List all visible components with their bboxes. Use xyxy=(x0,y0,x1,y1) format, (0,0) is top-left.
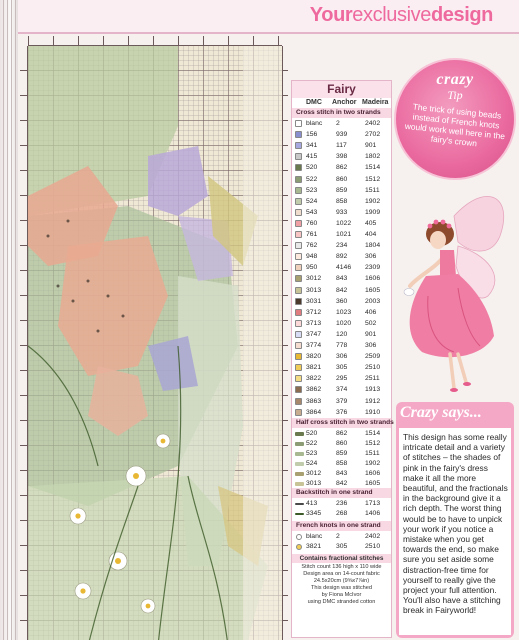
thread-dmc: 3713 xyxy=(306,319,322,327)
cross-stitch-row xyxy=(292,252,391,262)
thread-dmc: 948 xyxy=(306,253,318,261)
cross-stitch-row xyxy=(292,175,391,185)
thread-madeira: 1713 xyxy=(365,500,381,507)
thread-madeira: 2702 xyxy=(365,131,381,139)
thread-madeira: 901 xyxy=(365,330,377,338)
thread-madeira: 306 xyxy=(365,342,377,349)
cross-stitch-row xyxy=(292,119,391,129)
key-title: Fairy xyxy=(292,81,391,98)
thread-madeira: 1909 xyxy=(365,208,381,216)
cross-stitch-row xyxy=(292,319,391,329)
half-cross-row xyxy=(292,439,391,449)
thread-anchor: 2 xyxy=(336,533,340,540)
thread-dmc: 762 xyxy=(306,242,318,250)
thread-madeira: 1802 xyxy=(365,153,381,161)
thread-dmc: 3031 xyxy=(306,297,322,305)
thread-swatch-icon xyxy=(295,353,302,360)
thread-anchor: 892 xyxy=(336,253,348,261)
thread-swatch-icon xyxy=(295,209,302,216)
thread-swatch-icon xyxy=(295,452,304,456)
thread-anchor: 305 xyxy=(336,364,348,372)
thread-anchor: 842 xyxy=(336,480,348,487)
thread-swatch-icon xyxy=(295,320,302,327)
crazy-tip-badge xyxy=(394,58,516,180)
thread-swatch-icon xyxy=(295,264,302,271)
thread-madeira: 2402 xyxy=(365,120,381,127)
thread-dmc: 522 xyxy=(306,440,318,447)
crazy-says-body: This design has some really intricate detail and a variety of stitches – the shades of pink in the fairy's dress make it all the more beautiful, and the fractionals in the background give it a rich depth. The worst thing would be to have to unpick your work if you notice a mistake when you get towards the end, so make sure you set aside some distraction-free time for yourself to really give the project your full attention. You'll also have a stitching break in Fairyworld! xyxy=(399,428,511,635)
thread-anchor: 858 xyxy=(336,197,348,205)
thread-dmc: 341 xyxy=(306,142,318,150)
section-fractional: Contains fractional stitches xyxy=(292,554,391,563)
col-madeira: Madeira xyxy=(362,99,389,106)
cross-stitch-row xyxy=(292,341,391,351)
half-cross-row xyxy=(292,449,391,459)
thread-swatch-icon xyxy=(295,287,302,294)
thread-swatch-icon xyxy=(295,442,304,446)
thread-dmc: 413 xyxy=(306,500,318,507)
thread-anchor: 1021 xyxy=(336,231,352,238)
thread-anchor: 234 xyxy=(336,242,348,250)
thread-dmc: 3013 xyxy=(306,286,322,294)
cross-stitch-row xyxy=(292,286,391,296)
chart-motif xyxy=(28,46,282,640)
thread-swatch-icon xyxy=(295,432,304,436)
thread-dmc: 3012 xyxy=(306,275,322,283)
thread-swatch-icon xyxy=(295,375,302,382)
chart-ruler-right xyxy=(282,46,288,640)
page-binding xyxy=(0,0,18,640)
cross-stitch-row xyxy=(292,408,391,418)
cross-stitch-row xyxy=(292,330,391,340)
thread-swatch-icon xyxy=(295,342,302,349)
page-title: Yourexclusivedesign xyxy=(309,4,493,26)
cross-stitch-row xyxy=(292,130,391,140)
half-cross-row xyxy=(292,459,391,469)
thread-madeira: 1512 xyxy=(365,440,381,447)
thread-dmc: blanc xyxy=(306,120,323,127)
thread-anchor: 860 xyxy=(336,440,348,447)
thread-madeira: 1514 xyxy=(365,430,381,437)
thread-madeira: 405 xyxy=(365,219,377,227)
thread-madeira: 1406 xyxy=(365,510,381,517)
thread-dmc: 524 xyxy=(306,197,318,205)
thread-dmc: 3864 xyxy=(306,408,322,416)
thread-anchor: 843 xyxy=(336,470,348,477)
french-knot-row xyxy=(292,532,391,542)
thread-madeira: 306 xyxy=(365,253,377,261)
thread-swatch-icon xyxy=(295,198,302,205)
key-note-line: Stitch count 136 high x 110 wide xyxy=(301,564,382,570)
thread-swatch-icon xyxy=(295,176,302,183)
page-header xyxy=(18,0,519,34)
thread-anchor: 295 xyxy=(336,375,348,383)
thread-anchor: 939 xyxy=(336,131,348,139)
thread-dmc: 3345 xyxy=(306,510,322,517)
thread-swatch-icon xyxy=(295,513,304,515)
cross-stitch-row xyxy=(292,197,391,207)
thread-swatch-icon xyxy=(295,331,302,338)
cross-stitch-row xyxy=(292,219,391,229)
thread-swatch-icon xyxy=(295,472,304,476)
thread-madeira: 2510 xyxy=(365,543,381,550)
key-note-line: Design area on 14-count fabric xyxy=(303,571,380,577)
thread-dmc: 3863 xyxy=(306,397,322,405)
chart-ruler-top xyxy=(28,36,282,46)
cross-stitch-row xyxy=(292,297,391,307)
crazy-says-heading: Crazy says... xyxy=(400,404,482,421)
thread-swatch-icon xyxy=(295,142,302,149)
cross-stitch-row xyxy=(292,385,391,395)
thread-anchor: 4146 xyxy=(336,264,352,272)
thread-swatch-icon xyxy=(295,298,302,305)
thread-madeira: 1910 xyxy=(365,408,381,416)
thread-madeira: 502 xyxy=(365,319,377,327)
thread-anchor: 1022 xyxy=(336,219,352,227)
thread-anchor: 860 xyxy=(336,175,348,183)
thread-anchor: 1023 xyxy=(336,308,352,316)
thread-swatch-icon xyxy=(295,164,302,171)
thread-swatch-icon xyxy=(296,534,302,540)
thread-dmc: 543 xyxy=(306,208,318,216)
cross-stitch-row xyxy=(292,263,391,273)
thread-dmc: 523 xyxy=(306,450,318,457)
thread-anchor: 858 xyxy=(336,460,348,467)
thread-swatch-icon xyxy=(295,187,302,194)
cross-stitch-row xyxy=(292,208,391,218)
half-cross-row xyxy=(292,469,391,479)
thread-dmc: 3774 xyxy=(306,342,322,349)
section-cross-stitch: Cross stitch in two strands xyxy=(292,108,391,118)
thread-dmc: 761 xyxy=(306,231,318,238)
thread-dmc: 415 xyxy=(306,153,318,161)
thread-dmc: 520 xyxy=(306,430,318,437)
thread-swatch-icon xyxy=(295,275,302,282)
section-french-knots: French knots in one strand xyxy=(292,521,391,531)
thread-dmc: 522 xyxy=(306,175,318,183)
thread-dmc: 3821 xyxy=(306,543,322,550)
tip-label-crazy: crazy xyxy=(436,71,474,88)
thread-key-panel xyxy=(291,80,392,638)
crazy-says-box xyxy=(396,402,514,638)
thread-madeira: 2003 xyxy=(365,297,381,305)
cross-stitch-row xyxy=(292,308,391,318)
key-note-line: by Fiona McIvor xyxy=(321,592,362,598)
thread-dmc: 3821 xyxy=(306,364,322,372)
section-half-cross: Half cross stitch in two strands xyxy=(292,418,391,428)
thread-dmc: 523 xyxy=(306,186,318,194)
french-knot-row xyxy=(292,542,391,552)
thread-dmc: 520 xyxy=(306,164,318,172)
key-note-line: This design was stitched xyxy=(311,585,372,591)
thread-dmc: 760 xyxy=(306,219,318,227)
thread-dmc: 3747 xyxy=(306,330,322,338)
thread-swatch-icon xyxy=(295,386,302,393)
thread-anchor: 862 xyxy=(336,430,348,437)
thread-anchor: 859 xyxy=(336,186,348,194)
thread-anchor: 117 xyxy=(336,142,347,150)
thread-swatch-icon xyxy=(295,503,304,505)
thread-swatch-icon xyxy=(296,544,302,550)
thread-dmc: 3012 xyxy=(306,470,322,477)
thread-madeira: 1913 xyxy=(365,386,381,394)
thread-anchor: 236 xyxy=(336,500,348,507)
thread-dmc: 156 xyxy=(306,131,318,139)
thread-anchor: 376 xyxy=(336,408,348,416)
thread-madeira: 2402 xyxy=(365,533,381,540)
thread-anchor: 862 xyxy=(336,164,348,172)
thread-anchor: 305 xyxy=(336,543,348,550)
thread-swatch-icon xyxy=(295,253,302,260)
thread-madeira: 1511 xyxy=(365,450,380,457)
cross-stitch-row xyxy=(292,163,391,173)
cross-stitch-chart xyxy=(28,46,282,640)
thread-anchor: 843 xyxy=(336,275,348,283)
thread-anchor: 778 xyxy=(336,342,348,349)
thread-dmc: 3822 xyxy=(306,375,322,383)
thread-madeira: 1512 xyxy=(365,175,381,183)
cross-stitch-row xyxy=(292,186,391,196)
thread-swatch-icon xyxy=(295,242,302,249)
cross-stitch-row xyxy=(292,274,391,284)
thread-swatch-icon xyxy=(295,309,302,316)
cross-stitch-row xyxy=(292,230,391,240)
thread-swatch-icon xyxy=(295,462,304,466)
col-dmc: DMC xyxy=(306,99,322,106)
backstitch-row xyxy=(292,499,391,509)
half-cross-row xyxy=(292,429,391,439)
thread-madeira: 901 xyxy=(365,142,377,150)
thread-dmc: blanc xyxy=(306,533,323,540)
thread-madeira: 1912 xyxy=(365,397,381,405)
thread-anchor: 306 xyxy=(336,353,348,361)
thread-anchor: 398 xyxy=(336,153,348,161)
thread-dmc: 524 xyxy=(306,460,318,467)
key-column-headers xyxy=(292,99,391,108)
thread-anchor: 933 xyxy=(336,208,348,216)
thread-anchor: 859 xyxy=(336,450,348,457)
backstitch-row xyxy=(292,509,391,519)
thread-madeira: 1902 xyxy=(365,460,381,467)
thread-swatch-icon xyxy=(295,131,302,138)
cross-stitch-row xyxy=(292,241,391,251)
chart-ruler-left xyxy=(20,46,28,640)
thread-madeira: 1902 xyxy=(365,197,381,205)
thread-madeira: 1605 xyxy=(365,480,381,487)
thread-anchor: 120 xyxy=(336,330,348,338)
thread-dmc: 3820 xyxy=(306,353,322,361)
tip-text: The trick of using beads instead of French knots would work well here in the fairy's crown xyxy=(404,101,506,149)
cross-stitch-row xyxy=(292,397,391,407)
thread-madeira: 404 xyxy=(365,231,377,238)
section-backstitch: Backstitch in one strand xyxy=(292,488,391,498)
thread-madeira: 2509 xyxy=(365,353,381,361)
thread-madeira: 2511 xyxy=(365,375,380,383)
thread-swatch-icon xyxy=(295,409,302,416)
thread-swatch-icon xyxy=(295,398,302,405)
fairy-illustration xyxy=(396,176,519,398)
thread-madeira: 406 xyxy=(365,308,377,316)
thread-anchor: 379 xyxy=(336,397,348,405)
thread-madeira: 2510 xyxy=(365,364,381,372)
thread-anchor: 374 xyxy=(336,386,348,394)
thread-swatch-icon xyxy=(295,220,302,227)
thread-anchor: 2 xyxy=(336,120,340,127)
thread-madeira: 1514 xyxy=(365,164,381,172)
thread-anchor: 1020 xyxy=(336,319,352,327)
thread-swatch-icon xyxy=(295,364,302,371)
thread-madeira: 1804 xyxy=(365,242,381,250)
cross-stitch-row xyxy=(292,152,391,162)
thread-swatch-icon xyxy=(295,482,304,486)
thread-swatch-icon xyxy=(295,231,302,238)
cross-stitch-row xyxy=(292,374,391,384)
thread-madeira: 1605 xyxy=(365,286,381,294)
cross-stitch-row xyxy=(292,141,391,151)
thread-madeira: 1511 xyxy=(365,186,380,194)
thread-dmc: 3712 xyxy=(306,308,322,316)
thread-madeira: 1606 xyxy=(365,470,381,477)
thread-madeira: 1606 xyxy=(365,275,381,283)
cross-stitch-row xyxy=(292,352,391,362)
tip-label-tip: Tip xyxy=(447,88,463,102)
thread-dmc: 950 xyxy=(306,264,318,272)
cross-stitch-row xyxy=(292,363,391,373)
thread-dmc: 3013 xyxy=(306,480,322,487)
thread-dmc: 3862 xyxy=(306,386,322,394)
thread-anchor: 360 xyxy=(336,297,348,305)
key-notes xyxy=(292,554,391,606)
thread-madeira: 2309 xyxy=(365,264,381,272)
thread-swatch-icon xyxy=(295,120,302,127)
col-anchor: Anchor xyxy=(332,99,357,106)
thread-swatch-icon xyxy=(295,153,302,160)
key-note-line: using DMC stranded cotton xyxy=(307,599,376,605)
thread-anchor: 268 xyxy=(336,510,348,517)
key-note-line: 24.5x20cm (9⅝x7⅞in) xyxy=(313,578,370,584)
thread-anchor: 842 xyxy=(336,286,348,294)
